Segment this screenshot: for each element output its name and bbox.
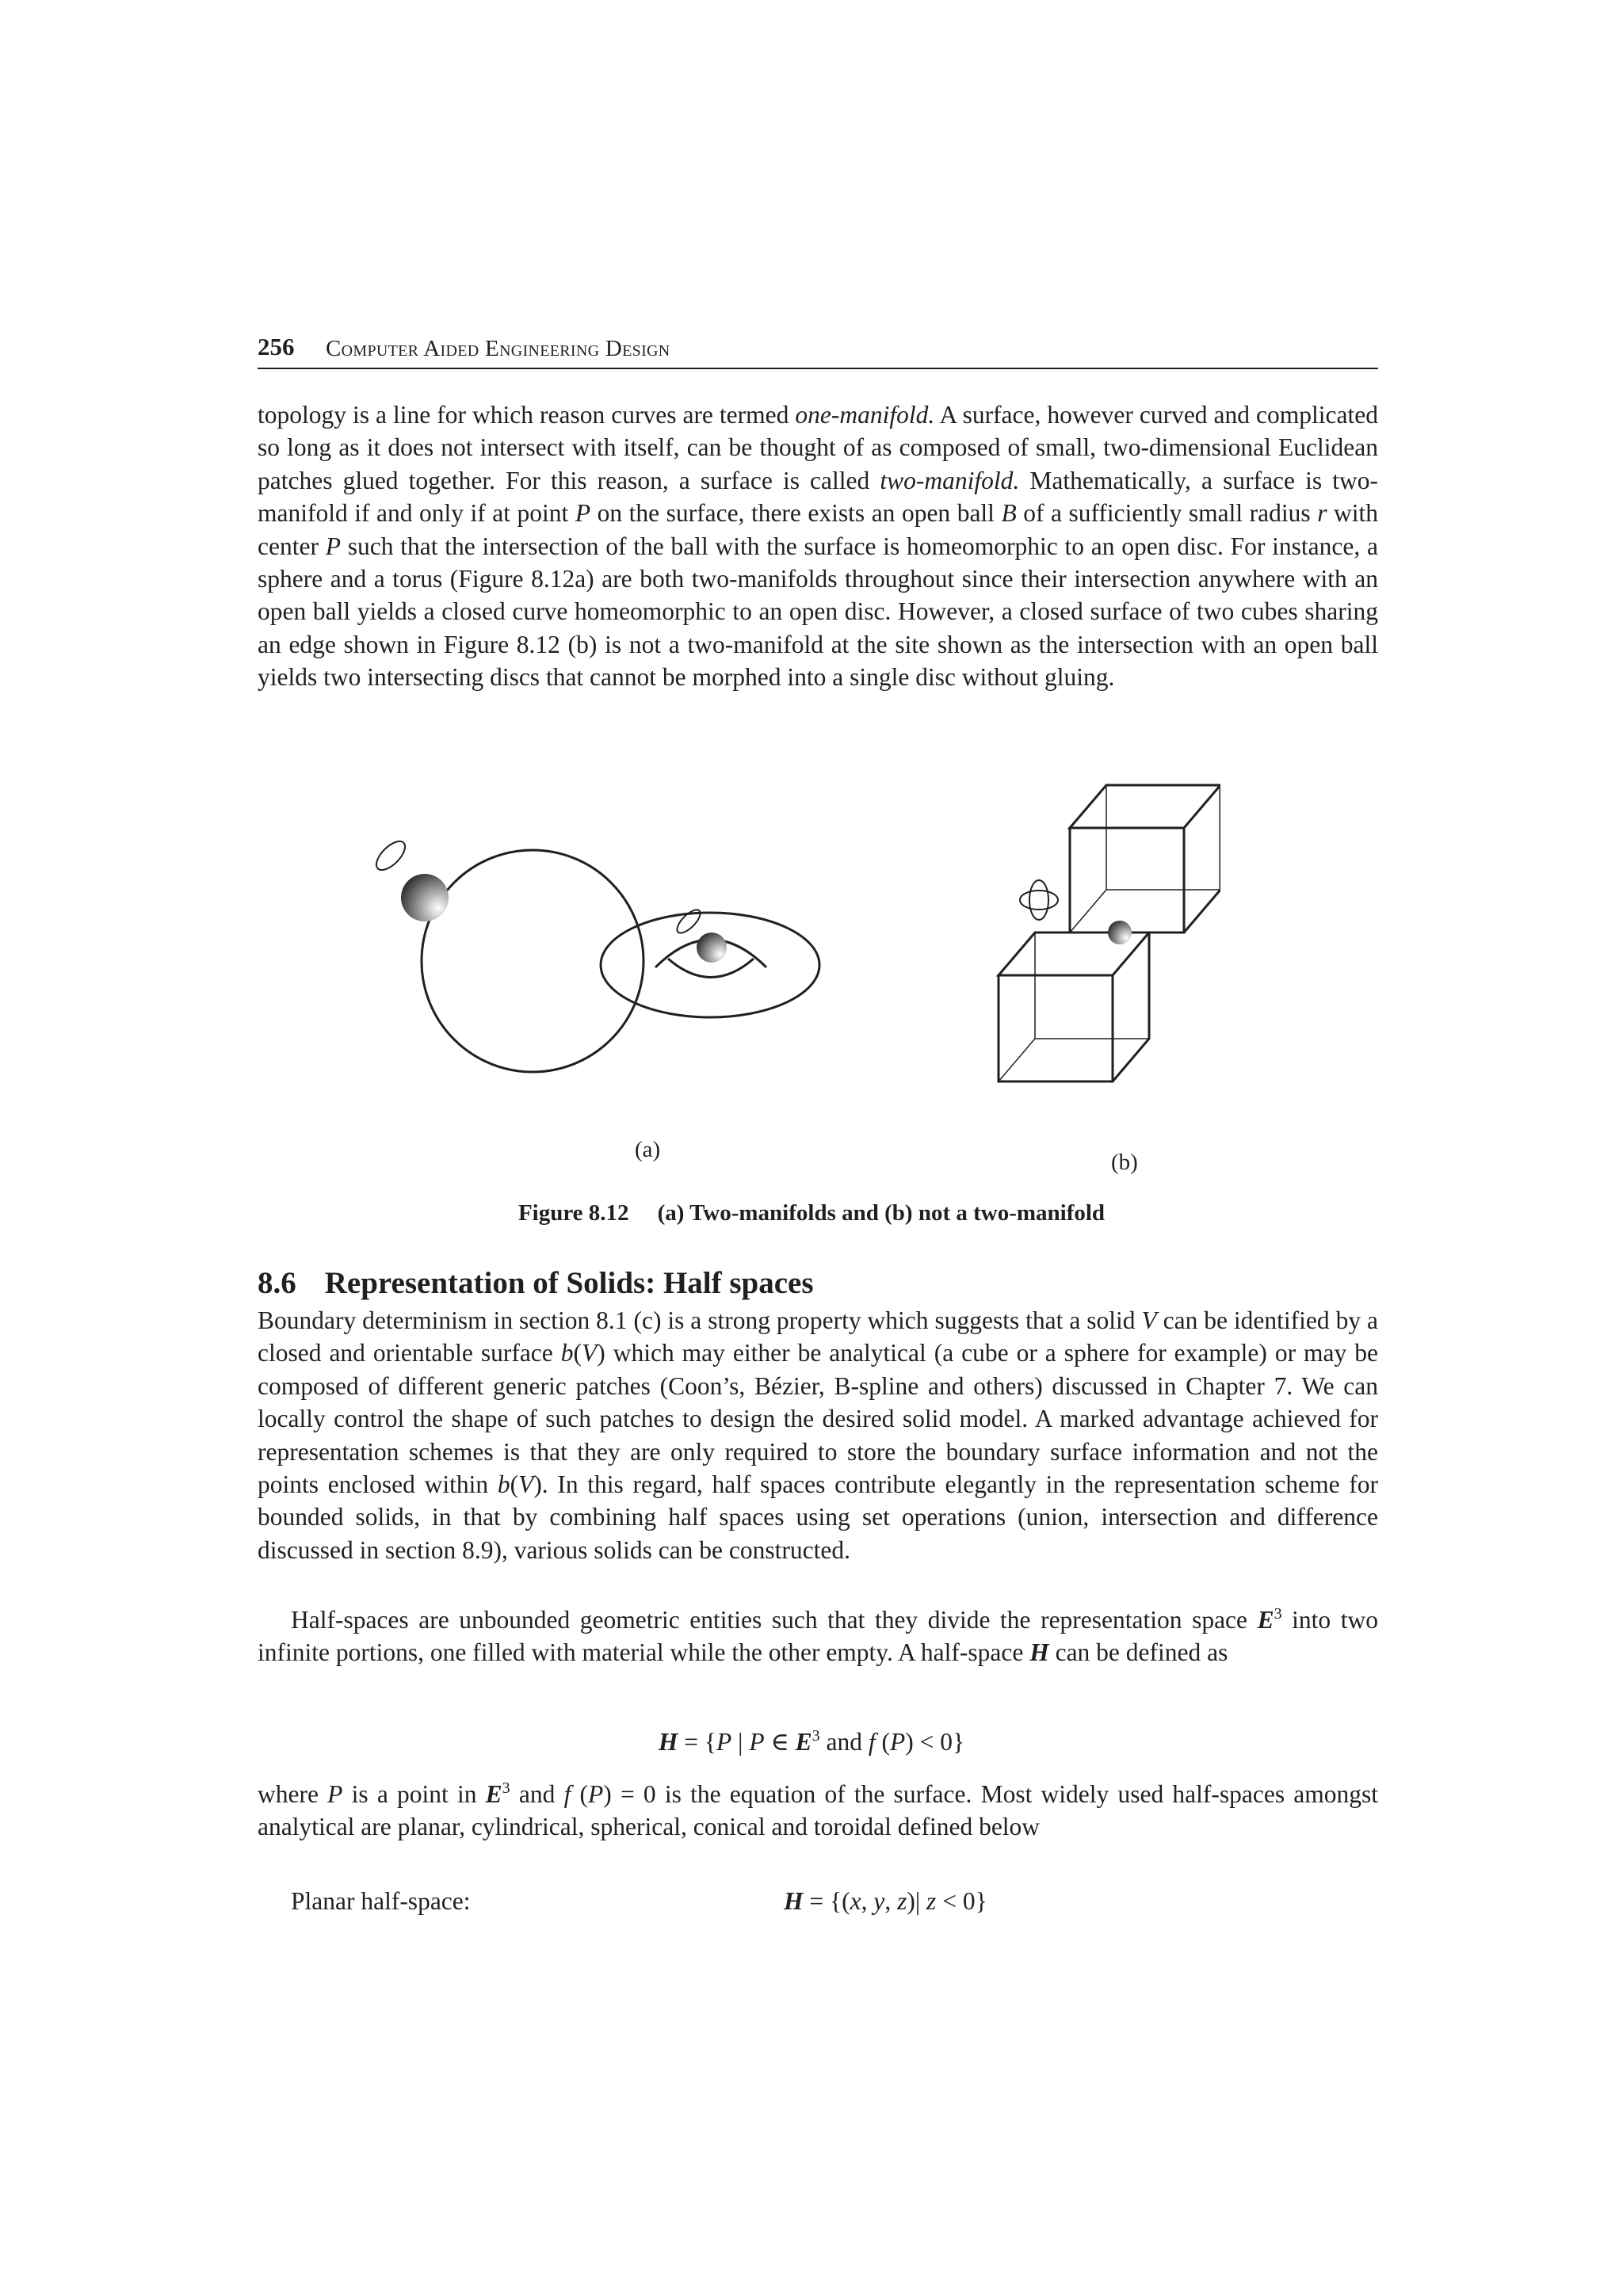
term-two-manifold: two-manifold. bbox=[880, 466, 1020, 494]
paragraph-half-spaces bbox=[258, 1604, 1378, 1669]
page-header bbox=[258, 331, 1378, 369]
text-run: ) which may either be analytical (a cube or a sphere for example) or may be composed of different generic patches (Coon’s, Bézier, B-spline and others) discussed in Chapter 7. We can locally control the shape of such patches to design the desired solid model. A marked advantage achieved for representation schemes is that they are only required to store the boundary surface information and not the points enclosed within bbox=[258, 1339, 1378, 1499]
symbol-e: E bbox=[485, 1780, 502, 1808]
upper-cube bbox=[1070, 785, 1220, 933]
text-run: with center bbox=[258, 499, 1378, 560]
superscript: 3 bbox=[1274, 1605, 1282, 1623]
caption-number: Figure 8.12 bbox=[517, 1200, 629, 1226]
crossed-discs-icon bbox=[1020, 880, 1058, 920]
var-p: P bbox=[588, 1780, 604, 1808]
symbol-e: E bbox=[795, 1728, 812, 1756]
var-p: P bbox=[749, 1728, 765, 1756]
math-run: ∈ bbox=[764, 1728, 796, 1756]
var-z: z bbox=[897, 1887, 907, 1915]
math-run: , bbox=[884, 1887, 898, 1915]
caption-text: (a) Two-manifolds and (b) not a two-manifold bbox=[657, 1200, 1106, 1226]
var-r: r bbox=[1317, 499, 1327, 528]
text-run: and bbox=[510, 1780, 564, 1808]
math-run: = { bbox=[678, 1728, 716, 1756]
text-run: ( bbox=[573, 1339, 582, 1367]
superscript: 3 bbox=[502, 1779, 510, 1797]
torus-figure bbox=[601, 906, 819, 1017]
text-run: on the surface, there exists an open ball bbox=[590, 499, 1002, 528]
section-number: 8.6 bbox=[258, 1266, 296, 1300]
open-ball-sphere bbox=[401, 874, 449, 921]
var-p: P bbox=[327, 1780, 343, 1808]
math-run: = {( bbox=[803, 1887, 850, 1915]
text-run: such that the intersection of the ball with the surface is homeomorphic to an open disc. For instance, a sphere and a torus (Figure 8.12a) are both two-manifolds throughout since their intersection anywhere with an open ball yields a closed curve homeomorphic to an open disc. However, a closed surface of two cubes sharing an edge shown in Figure 8.12 (b) is not a two-manifold at the site shown as the intersection with an open ball yields two intersecting discs that cannot be morphed into a single disc without gluing. bbox=[258, 532, 1379, 692]
paragraph-manifolds bbox=[258, 399, 1378, 694]
term-one-manifold: one-manifold. bbox=[795, 401, 935, 429]
text-run: can be identified by a closed and orientable surface bbox=[258, 1306, 1378, 1367]
section-heading bbox=[258, 1265, 814, 1302]
paragraph-surface-equation bbox=[258, 1778, 1378, 1844]
var-b: b bbox=[497, 1470, 510, 1499]
var-p: P bbox=[325, 532, 341, 560]
math-run: ) < 0} bbox=[905, 1728, 965, 1756]
sphere-outline bbox=[422, 850, 643, 1072]
math-run: < 0} bbox=[936, 1887, 987, 1915]
math-run: | bbox=[731, 1728, 750, 1756]
text-run: where bbox=[258, 1780, 328, 1808]
paragraph-boundary-determinism bbox=[258, 1304, 1378, 1566]
section-title: Representation of Solids: Half spaces bbox=[324, 1266, 814, 1300]
open-ball-shared-edge bbox=[1108, 921, 1132, 944]
lower-cube bbox=[999, 933, 1149, 1081]
var-f: f bbox=[868, 1728, 876, 1756]
math-run: and bbox=[819, 1728, 869, 1756]
text-run: Half-spaces are unbounded geometric entities such that they divide the representation space bbox=[291, 1606, 1258, 1634]
var-y: y bbox=[873, 1887, 885, 1915]
definition-formula bbox=[784, 1885, 987, 1918]
figure-8-12 bbox=[341, 780, 1220, 1184]
text-run: topology is a line for which reason curves are termed bbox=[258, 401, 796, 429]
var-f: f bbox=[563, 1780, 571, 1808]
symbol-h: H bbox=[1029, 1638, 1049, 1667]
text-run: of a sufficiently small radius bbox=[1016, 499, 1318, 528]
var-v: V bbox=[582, 1339, 598, 1367]
var-p: P bbox=[890, 1728, 906, 1756]
planar-half-space-definition bbox=[291, 1885, 1378, 1918]
text-run: ( bbox=[510, 1470, 519, 1499]
text-run: can be defined as bbox=[1048, 1638, 1228, 1667]
figure-caption bbox=[0, 1198, 1623, 1228]
intersection-disc-icon bbox=[674, 906, 704, 936]
var-b: b bbox=[560, 1339, 574, 1367]
figure-label-b: (b) bbox=[1111, 1150, 1138, 1175]
running-title: Computer Aided Engineering Design bbox=[326, 336, 670, 361]
math-run: , bbox=[861, 1887, 874, 1915]
page-number: 256 bbox=[258, 333, 295, 360]
text-run: ). In this regard, half spaces contribute elegantly in the representation scheme for bounded solids, in that by combining half spaces using set operations (union, intersection and difference discussed in section 8.9), various solids can be constructed. bbox=[258, 1470, 1378, 1564]
definition-label: Planar half-space: bbox=[291, 1887, 471, 1915]
figure-label-a: (a) bbox=[635, 1137, 661, 1162]
symbol-h: H bbox=[658, 1728, 678, 1756]
figure-drawing bbox=[341, 780, 1220, 1184]
var-v: V bbox=[518, 1470, 534, 1499]
var-z: z bbox=[926, 1887, 937, 1915]
text-run: ) = 0 is the equation of the surface. Most widely used half-spaces amongst analytical are planar, cylindrical, spherical, conical and toroidal defined below bbox=[258, 1780, 1379, 1841]
text-run: is a point in bbox=[342, 1780, 486, 1808]
equation-half-space bbox=[0, 1726, 1623, 1759]
torus-outline bbox=[601, 913, 819, 1017]
text-run: Mathematically, a surface is two-manifold if and only if at point bbox=[258, 466, 1378, 528]
text-run: A surface, however curved and complicated so long as it does not intersect with itself, can be thought of as composed of small, two-dimensional Euclidean patches glued together. For this reason, a surface is called bbox=[258, 401, 1378, 494]
intersection-disc-icon bbox=[372, 837, 410, 875]
text-run: ( bbox=[571, 1780, 589, 1808]
var-x: x bbox=[850, 1887, 861, 1915]
superscript: 3 bbox=[812, 1727, 820, 1745]
var-b: B bbox=[1001, 499, 1017, 528]
math-run: ( bbox=[875, 1728, 891, 1756]
symbol-e: E bbox=[1257, 1606, 1274, 1634]
var-v: V bbox=[1141, 1306, 1157, 1334]
text-run: Boundary determinism in section 8.1 (c) is a strong property which suggests that a solid bbox=[258, 1306, 1142, 1334]
symbol-h: H bbox=[784, 1887, 804, 1915]
var-p: P bbox=[716, 1728, 732, 1756]
text-run: into two infinite portions, one filled with material while the other empty. A half-space bbox=[258, 1606, 1378, 1667]
var-p: P bbox=[575, 499, 591, 528]
math-run: )| bbox=[907, 1887, 927, 1915]
open-ball-torus bbox=[697, 933, 727, 963]
